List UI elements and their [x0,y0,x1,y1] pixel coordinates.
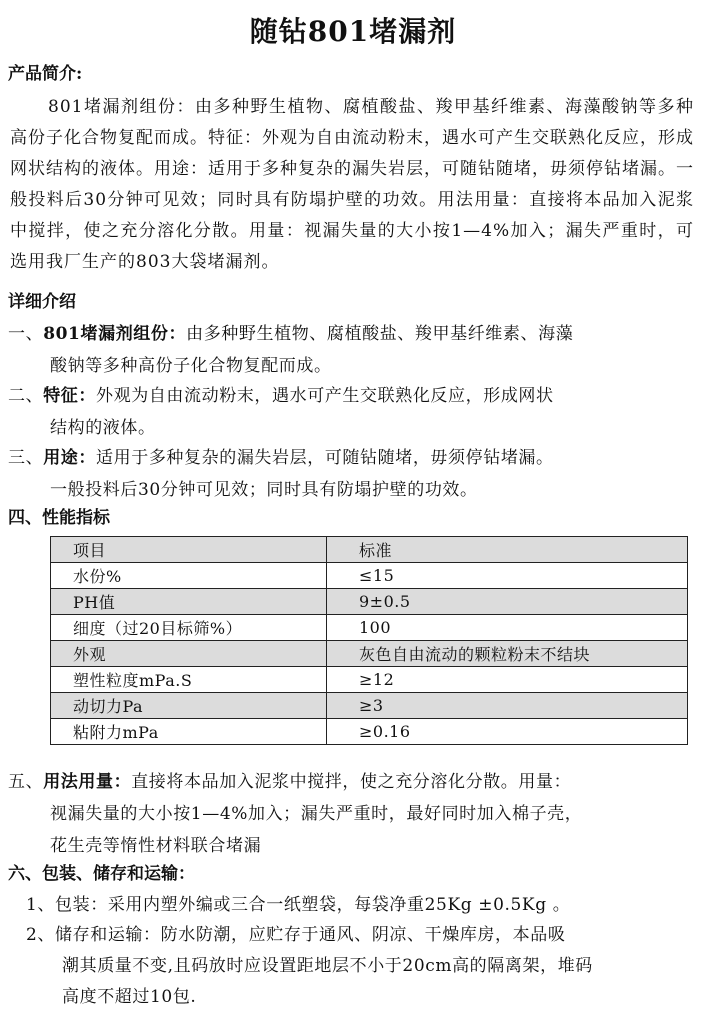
storage-text-continued: 潮其质量不变,且码放时应设置距地层不小于20cm高的隔离架，堆码 [62,956,593,976]
table-row [51,563,688,589]
spec-table [50,536,688,745]
section-lead: 801堵漏剂组份： [43,324,187,344]
table-cell: 9±0.5 [327,589,688,615]
section-number: 一、 [8,324,44,344]
section-features [8,380,696,444]
table-cell: 100 [327,615,688,641]
storage-text: 2、储存和运输：防水防潮，应贮存于通风、阴凉、干燥库房，本品吸 [26,925,566,945]
section-number: 五、 [8,772,44,792]
section-uses [8,442,696,506]
section-lead: 用法用量： [43,772,132,792]
intro-paragraph: 801堵漏剂组份：由多种野生植物、腐植酸盐、羧甲基纤维素、海藻酸钠等多种高份子化合物复配而成。特征：外观为自由流动粉末，遇水可产生交联熟化反应，形成网状结构的液体。用途：适用于多种复杂的漏失岩层，可随钻随堵，毋须停钻堵漏。一般投料后30分钟可见效；同时具有防塌护壁的功效。用法用量：直接将本品加入泥浆中搅拌，使之充分溶化分散。用量：视漏失量的大小按1—4%加入；漏失严重时，可选用我厂生产的803大袋堵漏剂。 [10,97,694,272]
table-row [51,589,688,615]
table-row [51,615,688,641]
packing-text: 1、包装：采用内塑外编或三合一纸塑袋，每袋净重25Kg ±0.5Kg 。 [26,895,571,915]
table-cell: ≥12 [327,667,688,693]
table-cell: PH值 [51,589,327,615]
table-header-cell: 项目 [51,537,327,563]
section-text-continued: 结构的液体。 [50,418,156,438]
detail-heading: 详细介绍 [8,292,76,312]
section-number: 二、 [8,386,44,406]
packing-heading: 六、包装、储存和运输： [8,864,195,884]
packing-item [26,890,696,921]
table-header-cell: 标准 [327,537,688,563]
section-lead: 特征： [43,386,97,406]
table-cell: 外观 [51,641,327,667]
section-text-continued: 酸钠等多种高份子化合物复配而成。 [50,356,332,376]
section-number: 三、 [8,448,44,468]
table-cell: 粘附力mPa [51,719,327,745]
section-text: 适用于多种复杂的漏失岩层，可随钻随堵，毋须停钻堵漏。 [96,448,554,468]
table-cell: 细度（过20目标筛%） [51,615,327,641]
storage-item [26,920,696,1013]
table-cell: 灰色自由流动的颗粒粉末不结块 [327,641,688,667]
table-row [51,693,688,719]
intro-heading: 产品简介: [8,64,83,84]
table-cell: ≤15 [327,563,688,589]
section-text: 由多种野生植物、腐植酸盐、羧甲基纤维素、海藻 [186,324,574,344]
specs-heading: 四、性能指标 [8,508,110,528]
section-text: 直接将本品加入泥浆中搅拌，使之充分溶化分散。用量： [131,772,572,792]
table-cell: 塑性粒度mPa.S [51,667,327,693]
section-text-continued: 一般投料后30分钟可见效；同时具有防塌护壁的功效。 [50,480,478,500]
table-header-row [51,537,688,563]
table-row [51,719,688,745]
section-text: 外观为自由流动粉末，遇水可产生交联熟化反应，形成网状 [96,386,554,406]
section-usage [8,766,696,862]
table-row [51,641,688,667]
table-cell: ≥3 [327,693,688,719]
table-cell: 动切力Pa [51,693,327,719]
storage-text-continued: 高度不超过10包. [62,987,197,1007]
table-cell: 水份% [51,563,327,589]
document-title: 随钻801堵漏剂 [249,15,457,48]
section-composition [8,318,696,382]
section-lead: 用途： [43,448,97,468]
section-text-continued: 花生壳等惰性材料联合堵漏 [50,836,262,856]
table-row [51,667,688,693]
section-text-continued: 视漏失量的大小按1—4%加入；漏失严重时，最好同时加入棉子壳， [50,804,583,824]
table-cell: ≥0.16 [327,719,688,745]
